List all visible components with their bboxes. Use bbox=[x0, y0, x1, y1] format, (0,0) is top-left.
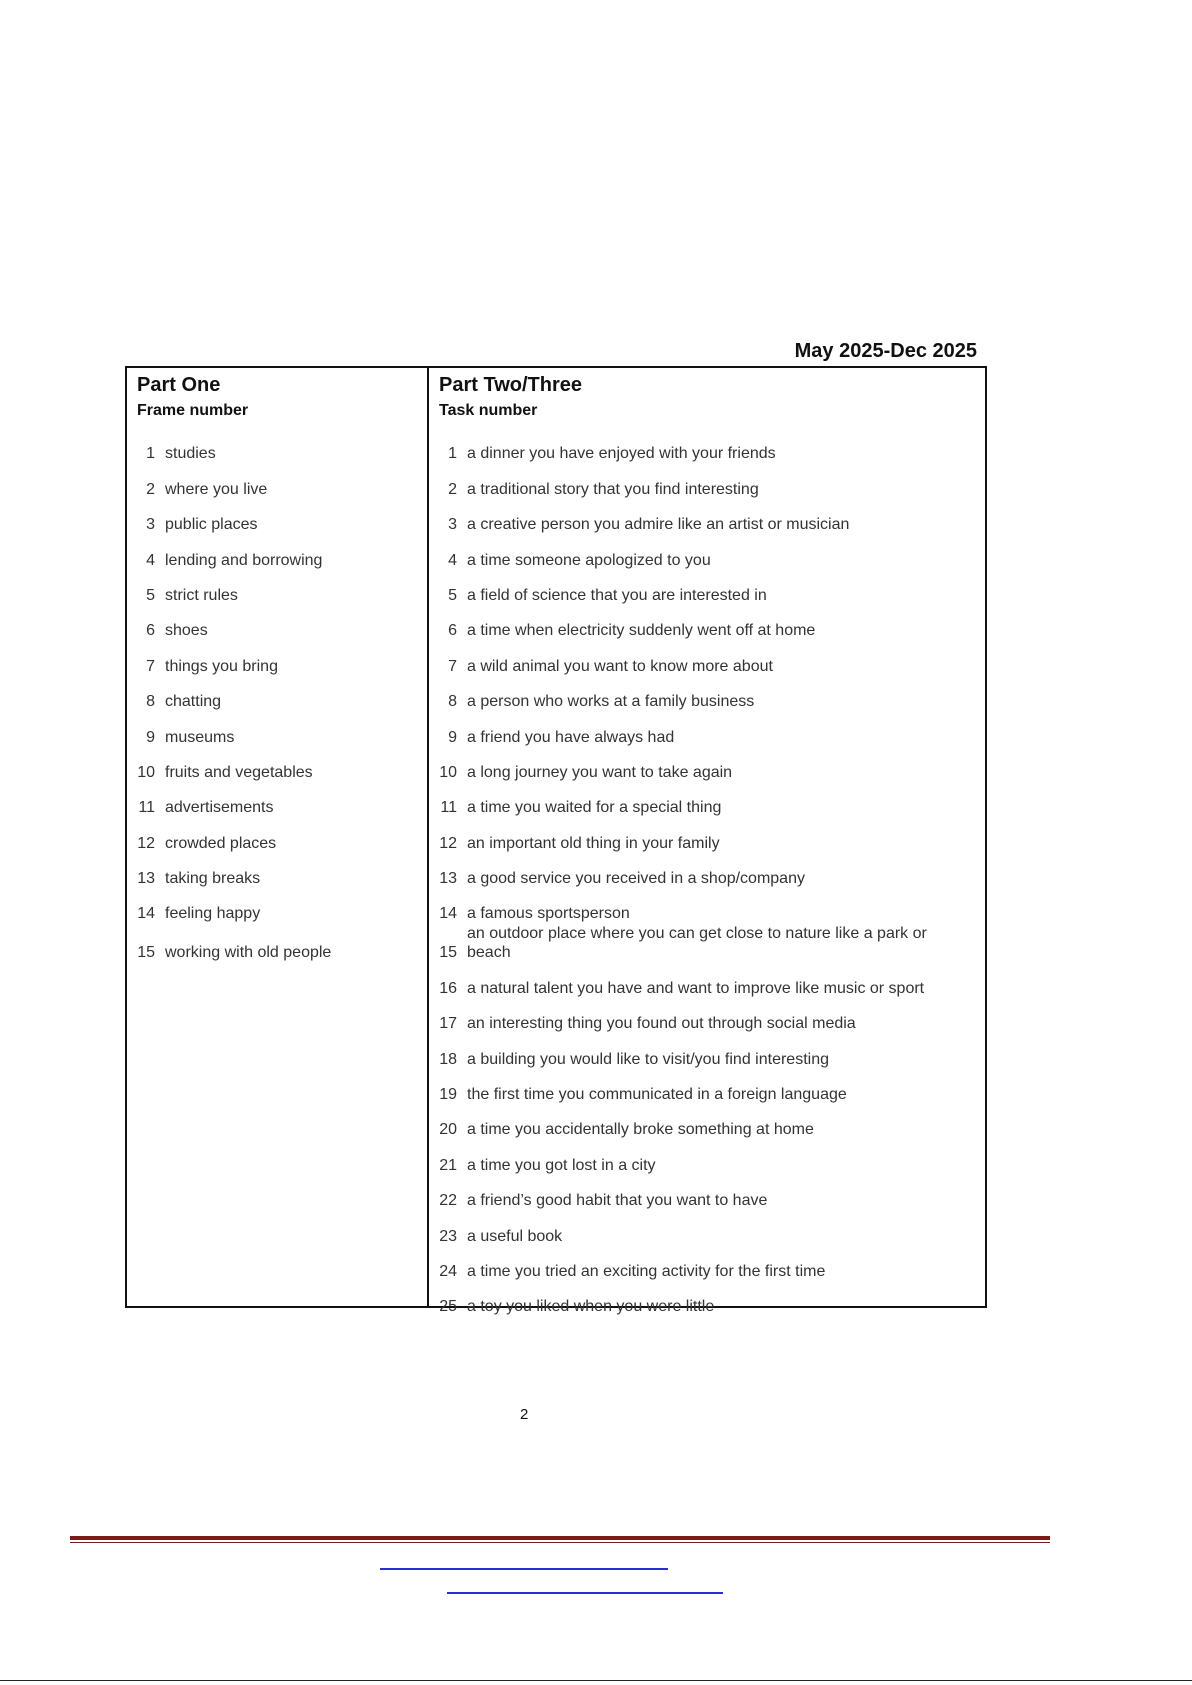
item-number: 12 bbox=[439, 834, 457, 852]
part-two-three-column bbox=[429, 368, 985, 1316]
item-number: 6 bbox=[146, 622, 155, 640]
part-one-subtitle: Frame number bbox=[137, 402, 249, 419]
item-text: a good service you received in a shop/company bbox=[467, 870, 805, 888]
item-number: 13 bbox=[439, 870, 457, 888]
list-item bbox=[429, 711, 985, 746]
list-item bbox=[429, 463, 985, 498]
list-item bbox=[127, 605, 427, 640]
item-number: 11 bbox=[138, 799, 155, 817]
footer-link-underline[interactable] bbox=[380, 1568, 668, 1570]
list-item bbox=[429, 570, 985, 605]
item-text: chatting bbox=[165, 693, 222, 711]
item-text: a time someone apologized to you bbox=[467, 551, 711, 569]
item-number: 21 bbox=[439, 1156, 457, 1174]
item-number: 18 bbox=[439, 1050, 457, 1068]
item-text: a wild animal you want to know more about bbox=[467, 657, 773, 675]
item-number: 7 bbox=[448, 657, 457, 675]
item-text: the first time you communicated in a foreign language bbox=[467, 1086, 847, 1104]
item-text: a natural talent you have and want to improve like music or sport bbox=[467, 979, 925, 997]
item-text: museums bbox=[165, 728, 235, 746]
item-text: shoes bbox=[165, 622, 208, 640]
item-text: a field of science that you are interested in bbox=[467, 586, 767, 604]
item-number: 22 bbox=[439, 1192, 457, 1210]
item-number: 11 bbox=[440, 799, 457, 817]
list-item bbox=[127, 817, 427, 852]
item-number: 25 bbox=[439, 1298, 457, 1316]
item-text: feeling happy bbox=[165, 905, 261, 923]
list-item bbox=[429, 962, 985, 997]
footer-divider-thin bbox=[70, 1542, 1050, 1543]
item-number: 3 bbox=[448, 516, 457, 534]
item-text: strict rules bbox=[165, 586, 238, 604]
list-item bbox=[429, 923, 985, 962]
item-text: a time you accidentally broke something at home bbox=[467, 1121, 814, 1139]
item-number: 1 bbox=[146, 445, 155, 463]
item-text: a traditional story that you find interesting bbox=[467, 480, 759, 498]
item-number: 19 bbox=[439, 1086, 457, 1104]
list-item bbox=[429, 782, 985, 817]
part-two-three-list bbox=[429, 428, 985, 1316]
item-number: 7 bbox=[146, 657, 155, 675]
list-item bbox=[127, 923, 427, 962]
item-number: 8 bbox=[146, 693, 155, 711]
item-number: 8 bbox=[448, 693, 457, 711]
item-number: 4 bbox=[448, 551, 457, 569]
topic-table bbox=[125, 366, 987, 1316]
list-item bbox=[429, 1246, 985, 1281]
list-item bbox=[127, 534, 427, 569]
item-text: a building you would like to visit/you find interesting bbox=[467, 1050, 829, 1068]
item-text: a famous sportsperson bbox=[467, 905, 630, 923]
item-number: 23 bbox=[439, 1227, 457, 1245]
item-text: a friend’s good habit that you want to have bbox=[467, 1192, 768, 1210]
item-text: a time you waited for a special thing bbox=[467, 799, 722, 817]
item-text: a long journey you want to take again bbox=[467, 763, 733, 781]
item-text: a useful book bbox=[467, 1227, 563, 1245]
list-item bbox=[127, 640, 427, 675]
item-text: taking breaks bbox=[165, 870, 261, 888]
item-text: a person who works at a family business bbox=[467, 693, 755, 711]
item-number: 5 bbox=[448, 586, 457, 604]
list-item bbox=[429, 640, 985, 675]
item-number: 10 bbox=[137, 763, 155, 781]
list-item bbox=[127, 782, 427, 817]
item-text: where you live bbox=[165, 480, 268, 498]
item-number: 17 bbox=[439, 1015, 457, 1033]
item-number: 2 bbox=[448, 480, 457, 498]
item-text: a time when electricity suddenly went off at home bbox=[467, 622, 816, 640]
item-number: 24 bbox=[439, 1262, 457, 1280]
list-item bbox=[429, 1069, 985, 1104]
bottom-edge-line bbox=[0, 1680, 1192, 1681]
list-item bbox=[429, 1104, 985, 1139]
footer-link-underline[interactable] bbox=[447, 1592, 723, 1594]
list-item bbox=[429, 1210, 985, 1245]
item-number: 15 bbox=[439, 944, 457, 962]
item-number: 14 bbox=[439, 905, 457, 923]
item-number: 5 bbox=[146, 586, 155, 604]
item-number: 2 bbox=[146, 480, 155, 498]
item-number: 20 bbox=[439, 1121, 457, 1139]
part-one-title: Part One bbox=[137, 374, 221, 396]
item-text: an interesting thing you found out through social media bbox=[467, 1015, 856, 1033]
item-text: studies bbox=[165, 445, 216, 463]
list-item bbox=[429, 428, 985, 463]
list-item bbox=[127, 570, 427, 605]
item-text: lending and borrowing bbox=[165, 551, 323, 569]
item-number: 12 bbox=[137, 834, 155, 852]
item-text: advertisements bbox=[165, 799, 274, 817]
item-number: 9 bbox=[146, 728, 155, 746]
list-item bbox=[429, 998, 985, 1033]
item-text: public places bbox=[165, 516, 258, 534]
list-item bbox=[127, 676, 427, 711]
item-text: crowded places bbox=[165, 834, 277, 852]
item-text: a creative person you admire like an artist or musician bbox=[467, 516, 850, 534]
list-item bbox=[429, 1033, 985, 1068]
item-text: things you bring bbox=[165, 657, 278, 675]
list-item bbox=[429, 499, 985, 534]
item-text: fruits and vegetables bbox=[165, 763, 313, 781]
list-item bbox=[429, 747, 985, 782]
list-item bbox=[127, 888, 427, 923]
date-range: May 2025-Dec 2025 bbox=[794, 340, 977, 362]
list-item bbox=[127, 711, 427, 746]
item-text: a dinner you have enjoyed with your friends bbox=[467, 445, 776, 463]
list-item bbox=[429, 853, 985, 888]
list-item bbox=[127, 463, 427, 498]
list-item bbox=[429, 605, 985, 640]
list-item bbox=[429, 1175, 985, 1210]
item-number: 9 bbox=[448, 728, 457, 746]
list-item bbox=[429, 676, 985, 711]
list-item bbox=[127, 499, 427, 534]
item-number: 4 bbox=[146, 551, 155, 569]
list-item bbox=[429, 534, 985, 569]
part-one-column bbox=[127, 368, 429, 1306]
item-number: 10 bbox=[439, 763, 457, 781]
list-item bbox=[127, 853, 427, 888]
part-one-list bbox=[127, 428, 427, 962]
list-item bbox=[429, 1139, 985, 1174]
item-text: a friend you have always had bbox=[467, 728, 675, 746]
part-two-three-title: Part Two/Three bbox=[439, 374, 582, 396]
item-number: 6 bbox=[448, 622, 457, 640]
item-text: working with old people bbox=[165, 944, 332, 962]
list-item bbox=[429, 1281, 985, 1316]
item-text: a toy you liked when you were little bbox=[467, 1298, 715, 1316]
item-text: an outdoor place where you can get close to nature like a park or beach bbox=[467, 925, 927, 962]
item-number: 15 bbox=[137, 944, 155, 962]
list-item bbox=[127, 428, 427, 463]
list-item bbox=[429, 888, 985, 923]
footer-divider bbox=[70, 1536, 1050, 1540]
list-item bbox=[429, 817, 985, 852]
item-text: an important old thing in your family bbox=[467, 834, 720, 852]
item-text: a time you got lost in a city bbox=[467, 1156, 656, 1174]
item-number: 1 bbox=[448, 445, 457, 463]
list-item bbox=[127, 747, 427, 782]
part-two-three-subtitle: Task number bbox=[439, 402, 538, 419]
item-text: a time you tried an exciting activity for the first time bbox=[467, 1262, 826, 1280]
item-number: 13 bbox=[137, 870, 155, 888]
item-number: 14 bbox=[137, 905, 155, 923]
page-number: 2 bbox=[520, 1406, 529, 1423]
item-number: 16 bbox=[439, 979, 457, 997]
item-number: 3 bbox=[146, 516, 155, 534]
